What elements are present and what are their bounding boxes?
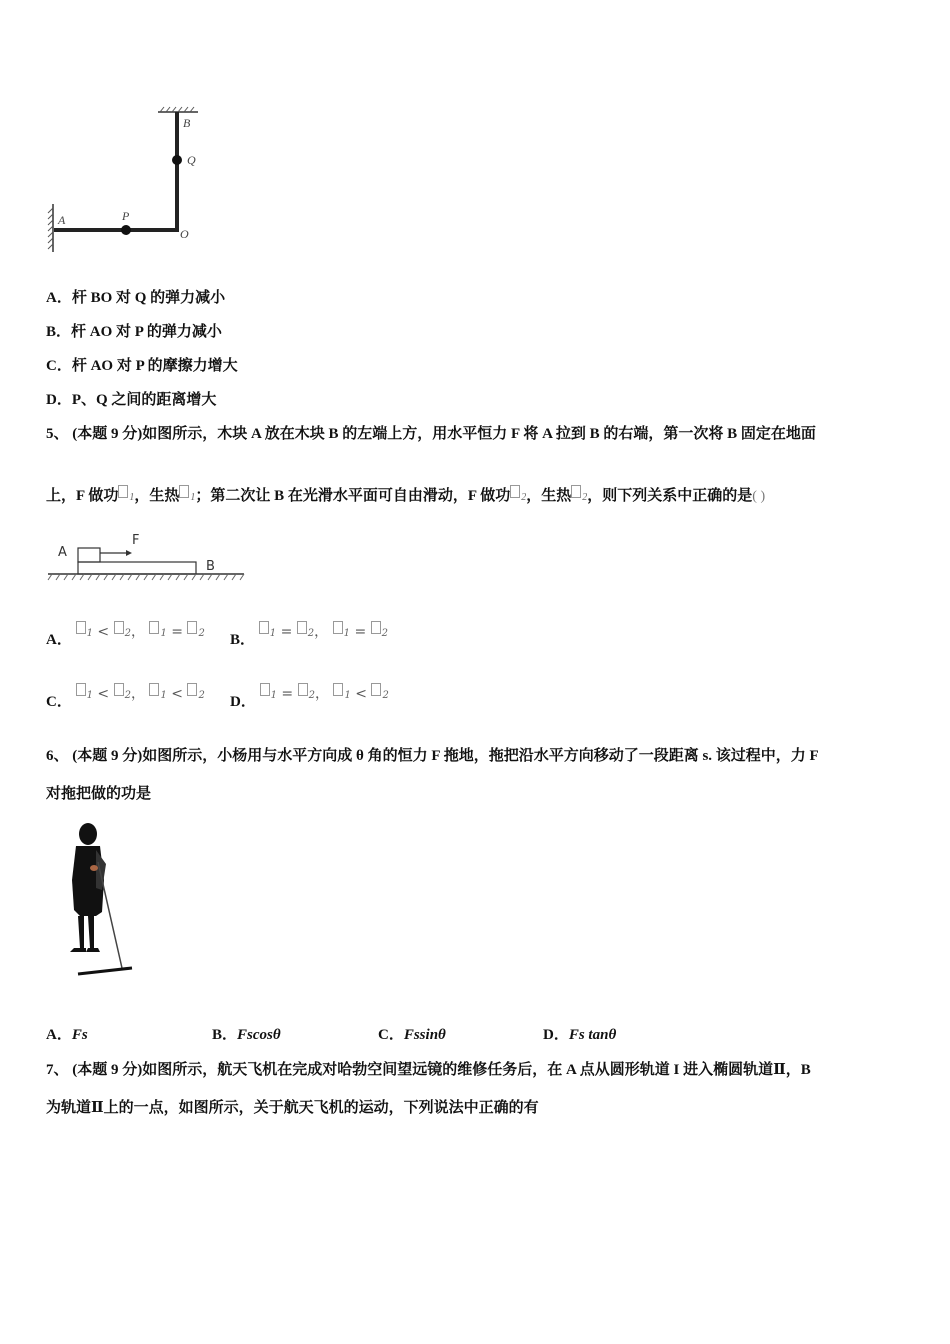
blocks-figure [46,530,251,585]
option-text: Fs [71,1027,88,1043]
q6-option-b[interactable] [212,1023,281,1044]
stem-text: (本题 9 分)如图所示，木块 A 放在木块 B 的左端上方，用水平恒力 F 将 A 拉到 B 的右端，第一次将 B 固定在地面 [72,426,816,442]
option-text: Fscosθ [237,1027,281,1043]
w-placeholder [118,485,128,498]
option-text: Fssinθ [403,1027,446,1043]
option-text: Fs tanθ [568,1027,617,1043]
option-letter: B． [230,632,256,648]
question-number: 5、 [46,426,69,442]
q4-option-a[interactable] [46,286,225,307]
label-o: O [180,227,189,241]
option-math: 1 < 2， 1 = 2 [76,624,205,640]
q6-option-d[interactable] [543,1023,616,1044]
q-placeholder [179,485,189,498]
right-foot [86,948,100,952]
rod-ao [54,228,179,232]
option-text: 杆 BO 对 Q 的弹力减小 [71,290,226,306]
option-letter: C． [378,1027,404,1043]
q4-option-d[interactable] [46,388,216,409]
option-math: 1 = 2， 1 < 2 [260,686,389,702]
stem-text: ，则下列关系中正确的是 [587,488,753,504]
q7-stem-line1 [46,1058,811,1079]
stem-text: (本题 9 分)如图所示，航天飞机在完成对哈勃空间望远镜的维修任务后，在 A 点从圆形轨道 I 进入椭圆轨道Ⅱ，B [72,1062,811,1078]
option-letter: B． [212,1027,238,1043]
stem-text: (本题 9 分)如图所示，小杨用与水平方向成 θ 角的恒力 F 拖地，拖把沿水平方向移动了一段距离 s. 该过程中，力 F [72,748,819,764]
question-number: 6、 [46,748,69,764]
q4-option-b[interactable] [46,320,222,341]
q6-option-a[interactable] [46,1023,88,1044]
right-leg [88,916,94,948]
w-placeholder [510,485,520,498]
ring-p [121,225,131,235]
rod-figure [40,100,220,260]
option-text: P、Q 之间的距离增大 [71,392,217,408]
subscript: 2 [521,492,527,503]
q6-stem-line1 [46,744,819,765]
subscript: 1 [129,492,135,503]
label-p: P [122,209,130,223]
block-b [78,562,196,574]
label-q: Q [187,153,196,167]
q6-stem-line2: 对拖把做的功是 [46,786,152,802]
q5-option-d[interactable] [230,686,389,711]
label-f: F [132,533,140,548]
answer-paren: ( ) [752,489,766,504]
stem-text: 上，F 做功 [46,488,119,504]
option-letter: D． [543,1027,569,1043]
rod-bo [175,112,179,232]
subscript: 1 [190,492,196,503]
q5-option-b[interactable] [230,624,388,649]
q-placeholder [571,485,581,498]
q5-stem-line2 [46,484,765,505]
option-letter: A． [46,290,72,306]
option-math: 1 < 2， 1 < 2 [76,686,205,702]
option-letter: A． [46,1027,72,1043]
q4-option-c[interactable] [46,354,238,375]
mopping-figure [60,820,145,985]
force-arrowhead [126,550,132,556]
subscript: 2 [582,492,588,503]
mop-handle [98,862,122,968]
left-foot [70,948,86,952]
option-letter: C． [46,694,72,710]
block-a [78,548,100,562]
q6-option-c[interactable] [378,1023,446,1044]
q5-option-c[interactable] [46,686,205,711]
option-text: 杆 AO 对 P 的摩擦力增大 [71,358,238,374]
option-letter: D． [46,392,72,408]
q7-stem-line2: 为轨道Ⅱ上的一点，如图所示，关于航天飞机的运动，下列说法中正确的有 [46,1100,539,1116]
label-a: A [58,213,66,227]
stem-text: ；第二次让 B 在光滑水平面可自由滑动，F 做功 [195,488,511,504]
option-letter: D． [230,694,256,710]
option-text: 杆 AO 对 P 的弹力减小 [71,324,222,340]
q5-option-a[interactable] [46,624,205,649]
option-math: 1 = 2， 1 = 2 [259,624,388,640]
label-b: B [183,116,191,130]
stem-text: ，生热 [526,488,572,504]
mop-head [78,968,132,974]
head [79,823,97,845]
hand [90,865,98,871]
ring-q [172,155,182,165]
left-leg [78,916,84,948]
option-letter: A． [46,632,72,648]
q5-stem-line1 [46,422,816,443]
question-number: 7、 [46,1062,69,1078]
label-a: A [58,545,67,560]
label-b: B [206,559,215,574]
option-letter: C． [46,358,72,374]
stem-text: ，生热 [134,488,180,504]
option-letter: B． [46,324,72,340]
